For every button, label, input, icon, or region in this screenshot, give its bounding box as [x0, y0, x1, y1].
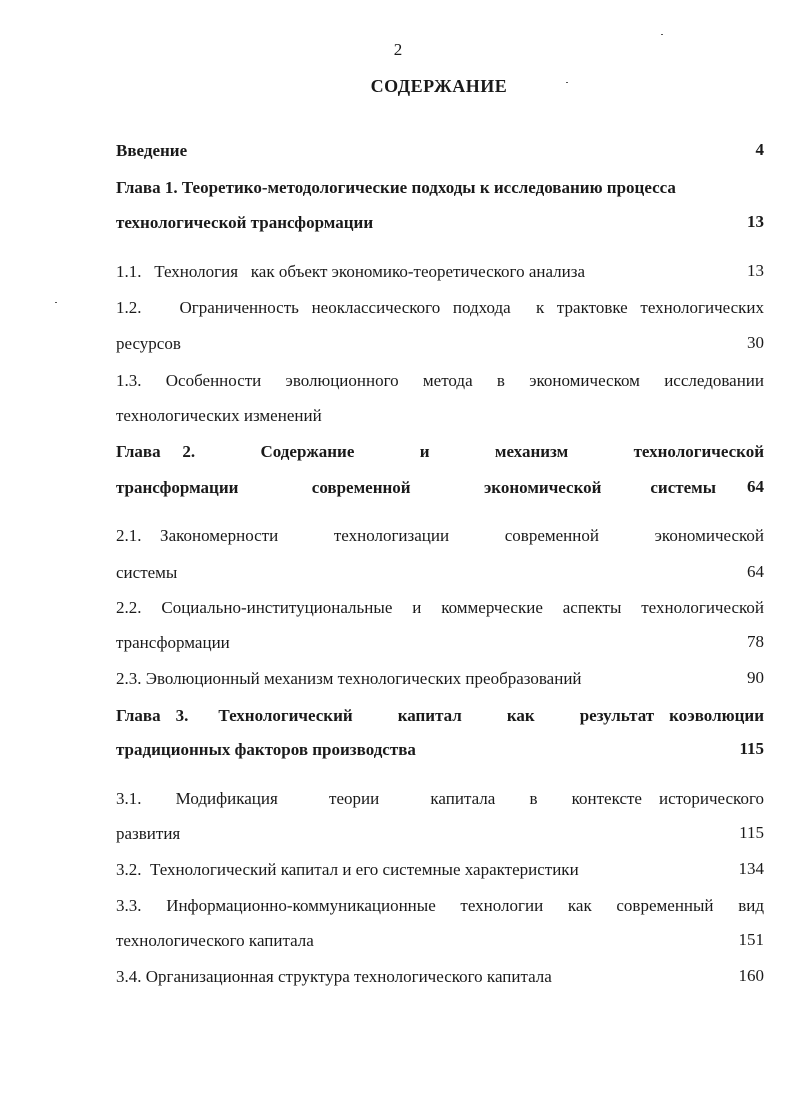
toc-section-1-2-page: 30: [747, 333, 764, 352]
toc-section-3-4-page: 160: [738, 966, 764, 985]
toc-section-1-1: 1.1. Технология как объект экономико-теоретического анализа: [116, 262, 586, 281]
toc-section-3-1-page: 115: [739, 823, 764, 842]
scan-speck: [566, 82, 568, 83]
toc-intro: [116, 140, 764, 162]
toc-chapter-3-line1: Глава 3. Технологический капитал как результат коэволюции: [116, 706, 764, 725]
toc-chapter-3-page: 115: [739, 739, 764, 758]
toc-section-2-3: 2.3. Эволюционный механизм технологических преобразований: [116, 669, 582, 688]
toc-section-2-3-page: 90: [747, 668, 764, 687]
toc-chapter-3-line2: традиционных факторов производства: [116, 740, 416, 759]
toc-section-1-3-line2: технологических изменений: [116, 406, 322, 425]
toc-section-3-4: 3.4. Организационная структура технологического капитала: [116, 967, 552, 986]
toc-section-1-3-line1: 1.3. Особенности эволюционного метода в экономическом исследовании: [116, 371, 764, 390]
toc-section-2-1-page: 64: [747, 562, 764, 581]
page-number: 2: [393, 40, 403, 59]
scan-speck: [55, 302, 57, 303]
toc-section-2-1-line1: 2.1. Закономерности технологизации современной экономической: [116, 526, 764, 545]
toc-section-3-1-line1: 3.1. Модификация теории капитала в контексте исторического: [116, 789, 764, 808]
toc-intro-page: 4: [755, 140, 764, 159]
toc-section-1-2-line2: ресурсов: [116, 334, 181, 353]
toc-chapter-1-line2: технологической трансформации: [116, 213, 374, 232]
page-title: СОДЕРЖАНИЕ: [370, 76, 508, 96]
toc-chapter-1-page: 13: [747, 212, 764, 231]
toc-section-3-2: 3.2. Технологический капитал и его системные характеристики: [116, 860, 579, 879]
toc-section-3-3-page: 151: [738, 930, 764, 949]
toc-section-2-2-page: 78: [747, 632, 764, 651]
scan-speck: [661, 34, 663, 35]
toc-section-3-3-line2: технологического капитала: [116, 931, 314, 950]
toc-chapter-2-line2: трансформации современной экономической системы: [116, 478, 716, 497]
toc-section-2-2-line2: трансформации: [116, 633, 230, 652]
toc-chapter-1-line1: Глава 1. Теоретико-методологические подходы к исследованию процесса: [116, 178, 676, 197]
toc-intro-text: Введение: [116, 141, 188, 160]
toc-section-3-3-line1: 3.3. Информационно-коммуникационные технологии как современный вид: [116, 896, 764, 915]
toc-section-1-1-page: 13: [747, 261, 764, 280]
toc-section-2-2-line1: 2.2. Социально-институциональные и коммерческие аспекты технологической: [116, 598, 764, 617]
toc-section-2-1-line2: системы: [116, 563, 178, 582]
toc-chapter-2-page: 64: [747, 477, 764, 496]
toc-section-1-2-line1: 1.2. Ограниченность неоклассического подхода к трактовке технологических: [116, 298, 764, 317]
toc-chapter-2-line1: Глава 2. Содержание и механизм технологической: [116, 442, 764, 461]
toc-section-3-2-page: 134: [738, 859, 764, 878]
toc-section-3-1-line2: развития: [116, 824, 181, 843]
